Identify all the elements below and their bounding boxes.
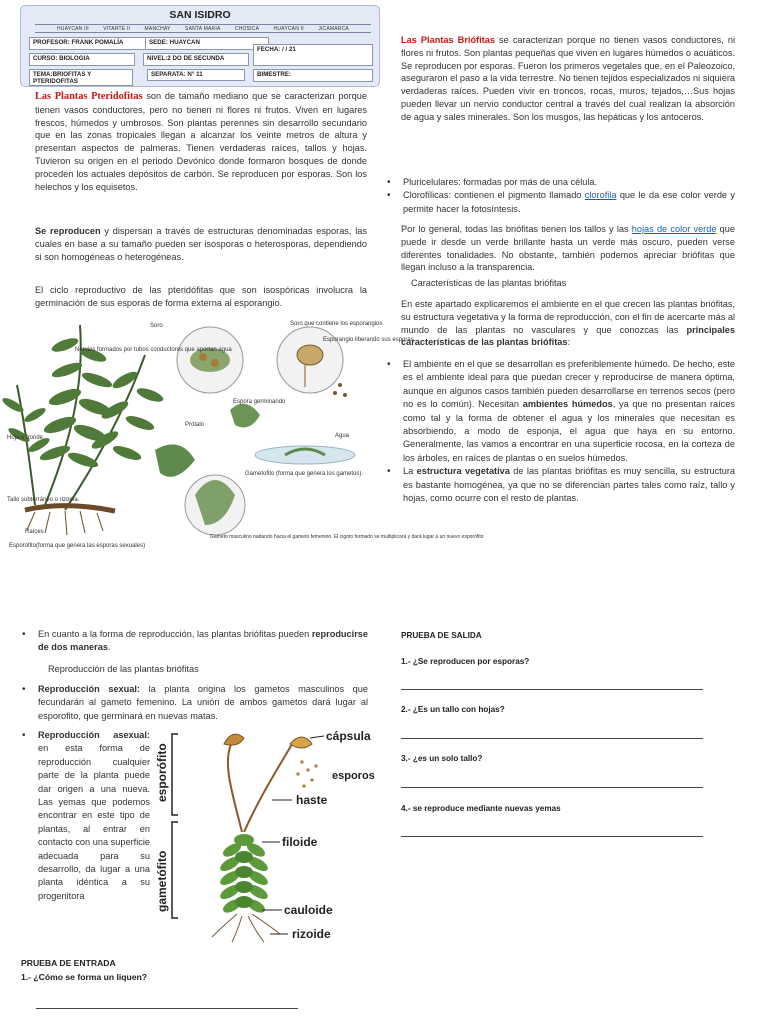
reproduccion-bold: Se reproducen <box>35 226 101 236</box>
clorofila-link[interactable]: clorofila <box>584 190 617 201</box>
bullet-asexual <box>20 729 150 903</box>
caracteristicas-subtitle: Características de las plantas briófitas <box>411 278 567 288</box>
sede-field: SEDE: HUAYCAN <box>145 37 269 50</box>
capsule-right <box>290 737 312 748</box>
pteridofitas-body: son de tamaño mediano que se caracterizan porque tienen vasos conductores, pero no tienen ni flores ni frutos. Viven en lugares frescos, húmedos y umbrosos. Son plantas perennes sin desarrollo secundario que en las zonas tropicales llegan a alcanzar los veinte metros de altura y presentan aspectos de palmeras. Tienen verdaderas raíces, tallos y hojas. Tuvieron su origen en el periodo Devónico donde formaron bosques de donde proceden los actuales depósitos de carbón. Se reproducen por esporas. Son los helechos y los equisetos. <box>35 91 367 192</box>
prueba-salida-title: PRUEBA DE SALIDA <box>401 631 482 640</box>
answer-line-entrada-1[interactable] <box>36 1008 298 1009</box>
bullet-bold: reproducirse de dos maneras <box>38 629 368 653</box>
label-gametofito: gametófito <box>155 850 169 912</box>
fern-plant <box>1 325 165 535</box>
bullet-text: . <box>107 642 111 653</box>
caracteristicas-bullets <box>385 358 735 505</box>
hojas-color-verde-link[interactable]: hojas de color verde <box>631 224 717 234</box>
label-esporos: esporos <box>332 770 375 782</box>
label-agua: Agua <box>335 433 350 439</box>
label-raices: Raíces <box>25 529 44 535</box>
branch-item: JICAMARCA <box>318 25 349 32</box>
bullet-bold: ambientes húmedos <box>522 399 613 410</box>
bullet-bold: Reproducción sexual: <box>38 684 140 694</box>
prothallus-shape <box>155 444 195 477</box>
label-haste: haste <box>296 793 328 807</box>
prueba-entrada-title: PRUEBA DE ENTRADA <box>21 958 116 968</box>
branch-item: MANCHAY <box>144 25 171 32</box>
briofitas-body: se caracterizan porque no tienen vasos conductores, ni flores ni frutos. Son plantas pequeñas que viven en lugares húmedos o acuáticos. Se reproducen por esporas. Fueron los primeros vegetales que, en el Paleozoico, aseguraron el paso a la vida terrestre. No tienen tejidos especializados ni siquiera verdaderas raíces. Pueden vivir en troncos, rocas, muros, tejados,…Sus hojas pueden llevar un nervio conductor central a través del cual realizan la absorción de agua y sales minerales. Son los musgos, las hepáticas y los antoceros. <box>401 35 735 122</box>
label-nervios: Nervios formados por tubos conductores que aportan agua <box>75 347 232 353</box>
branch-item: CHOSICA <box>234 25 260 32</box>
bullet-clorofilicas <box>385 189 735 216</box>
reproduccion-body: y dispersan a través de estructuras denominadas esporas, las cuales en base a su tamaño pueden ser isosporas o heterosporas, dependiendo si son homogéneas o heterogéneas. <box>35 226 367 262</box>
answer-line-salida-3[interactable] <box>401 787 703 788</box>
bullet-estructura <box>385 465 735 505</box>
bullet-pluricelulares: • Pluricelulares: formadas por más de una célula. <box>385 176 735 189</box>
label-filoide: filoide <box>282 835 318 849</box>
bullet-text: en esta forma de reproducción cualquier parte de la planta puede dar origen a una nueva. Las yemas que podemos encontrar en este tipo de plantas, al entrar en contacto con una superficie adecuada para su desarrollo, da lugar a una planta idéntica a su progenitora <box>38 743 150 901</box>
pteridofitas-title: Las Plantas Pteridofitas <box>35 91 143 102</box>
label-gameto-masculino: Gameto masculino nadando hacia el gameto femenino. El cigoto formado se multiplicará y dará lugar a un nuevo esporófito <box>210 534 484 540</box>
bimestre-field: BIMESTRE: <box>253 69 373 82</box>
moss-diagram-figure <box>152 722 382 950</box>
asexual-bullet-list <box>20 729 150 903</box>
pteridofitas-paragraph <box>35 90 367 193</box>
answer-line-salida-4[interactable] <box>401 836 703 837</box>
bullet-bold: estructura vegetativa <box>416 466 510 477</box>
bullet-ambiente <box>385 358 735 465</box>
prueba-entrada-q1: 1.- ¿Cómo se forma un liquen? <box>21 972 148 982</box>
sexual-bullet-list <box>20 683 368 723</box>
label-capsula: cápsula <box>326 729 371 743</box>
briofitas-paragraph <box>401 34 735 124</box>
label-esporofito: esporófito <box>155 743 169 802</box>
bullet-dos-maneras <box>20 628 368 655</box>
bullet-bold: Reproducción asexual: <box>38 730 150 740</box>
label-protalo: Prótalo <box>185 422 205 428</box>
bullet-text: , ya que no presentan raíces como tal y la forma de obtener el agua y los minerales que necesitan es absorbiendo, a modo de esponja, el agua que haya en su entorno. Generalmente, las vamos a encontrar en una superficie rocosa, en la corteza de los árboles, en raíces de plantas o en suelos húmedos. <box>403 399 735 463</box>
answer-line-salida-1[interactable] <box>401 689 703 690</box>
capsule-left <box>224 734 244 745</box>
seta-left <box>228 742 242 832</box>
branch-item: VITARTE II <box>103 25 131 32</box>
branch-item: HUAYCAN III <box>57 25 89 32</box>
salida-q2: 2.- ¿Es un tallo con hojas? <box>401 705 505 714</box>
hojas-text: que puede ir desde un verde brillante hasta un verde más oscuro, pueden verse diferentes tonalidades. No obstante, también podemos apreciar briófitas que llegan incluso a la transparencia. <box>401 224 735 273</box>
ciclo-paragraph: El ciclo reproductivo de las pteridófitas que son isospóricas involucra la germinación de sus esporas de forma externa al esporangio. <box>35 285 367 308</box>
bullet-text: Clorofílicas: contienen el pigmento llamado <box>403 190 585 201</box>
apartado-bold: principales características de las plantas briófitas <box>401 324 735 348</box>
label-espora: Espora germinando <box>233 399 286 405</box>
label-tallo: Tallo subterráneo o rizoma. <box>7 497 80 503</box>
hojas-paragraph <box>401 223 735 274</box>
bullet-text: de las plantas briófitas es muy sencilla, su estructura es bastante homogénea, ya que no se diferencian partes tales como raíz, tallo y hojas, como ocurre con el resto de plantas. <box>403 466 736 504</box>
apartado-paragraph <box>401 298 735 349</box>
label-cauloide: cauloide <box>284 903 333 917</box>
briofitas-title: Las Plantas Briófitas <box>401 35 495 45</box>
fecha-field: FECHA: / / 21 <box>253 44 373 66</box>
label-soro: Soro <box>150 323 163 329</box>
apartado-text: : <box>567 337 571 348</box>
nivel-field: NIVEL:2 DO DE SECUNDA <box>143 53 249 66</box>
rhizoids <box>212 914 280 942</box>
label-rizoide: rizoide <box>292 927 331 941</box>
label-gametofito: Gametofito (forma que genera los gametos). <box>245 471 364 477</box>
hojas-text: Por lo general, todas las briófitas tienen los tallos y las <box>401 224 632 234</box>
answer-line-salida-2[interactable] <box>401 738 703 739</box>
leafy-gametophyte <box>218 834 270 915</box>
gametofito-bracket <box>172 822 178 918</box>
branch-list <box>35 24 371 33</box>
label-esporangio: Esporangio liberando sus esporas <box>323 337 414 343</box>
curso-field: CURSO: BIOLOGIA <box>29 53 135 66</box>
bullet-sexual <box>20 683 368 723</box>
spore-dots <box>296 760 317 787</box>
reproduccion-bullets <box>20 628 368 655</box>
seta-right <box>244 744 292 832</box>
separata-field: SEPARATA: N° 11 <box>147 69 245 81</box>
label-esporofito: Esporófito(forma que genera las esporas sexuales) <box>9 543 146 549</box>
apartado-text: En este apartado explicaremos el ambiente en el que crecen las plantas briófitas, su estructura vegetativa y la forma de reproducción, con el fin de acercarte más al mundo de las plantas no vasculares y que conozcas las <box>401 299 735 335</box>
reproduccion-subtitle: Reproducción de las plantas briófitas <box>48 664 199 674</box>
bullet-text: la planta origina los gametos masculinos que fecundarán al gameto femenino. La unión de ambos gametos dará lugar al esporofito, que germinará en nuevas matas. <box>38 684 368 721</box>
header-card <box>20 5 380 87</box>
germinating-spore-shape <box>230 404 260 428</box>
school-name: SAN ISIDRO <box>169 9 231 21</box>
branch-item: SANTA MARIA <box>185 25 221 32</box>
profesor-field: PROFESOR: FRANK POMALÍA <box>29 37 153 50</box>
bullet-text: El ambiente en el que se desarrollan es preferiblemente húmedo. De hecho, este es el ambiente ideal para que puedan crecer y reproducirse de manera óptima, aunque en algunos casos también pueden desarrollarse en terrenos secos (pero no es lo común). Necesitan <box>403 359 735 410</box>
salida-q3: 3.- ¿es un solo tallo? <box>401 754 483 763</box>
briofitas-bullets <box>385 176 735 216</box>
esporofito-bracket <box>172 734 178 815</box>
bullet-text: La <box>403 466 417 477</box>
bullet-text: que le da ese color verde y permite hacer la fotosíntesis. <box>403 190 735 214</box>
label-hoja: Hoja o fronde. <box>7 435 45 441</box>
tema-field: TEMA:BRIOFITAS Y PTERIDOFITAS <box>29 69 133 86</box>
reproduccion-paragraph <box>35 225 367 263</box>
bullet-text: En cuanto a la forma de reproducción, las plantas briófitas pueden <box>38 629 312 639</box>
branch-item: HUAYCAN II <box>273 25 304 32</box>
salida-q1: 1.- ¿Se reproducen por esporas? <box>401 657 530 666</box>
salida-q4: 4.- se reproduce mediante nuevas yemas <box>401 804 561 813</box>
label-soro-esporangios: Soro que contiene los esporangios <box>290 321 383 327</box>
